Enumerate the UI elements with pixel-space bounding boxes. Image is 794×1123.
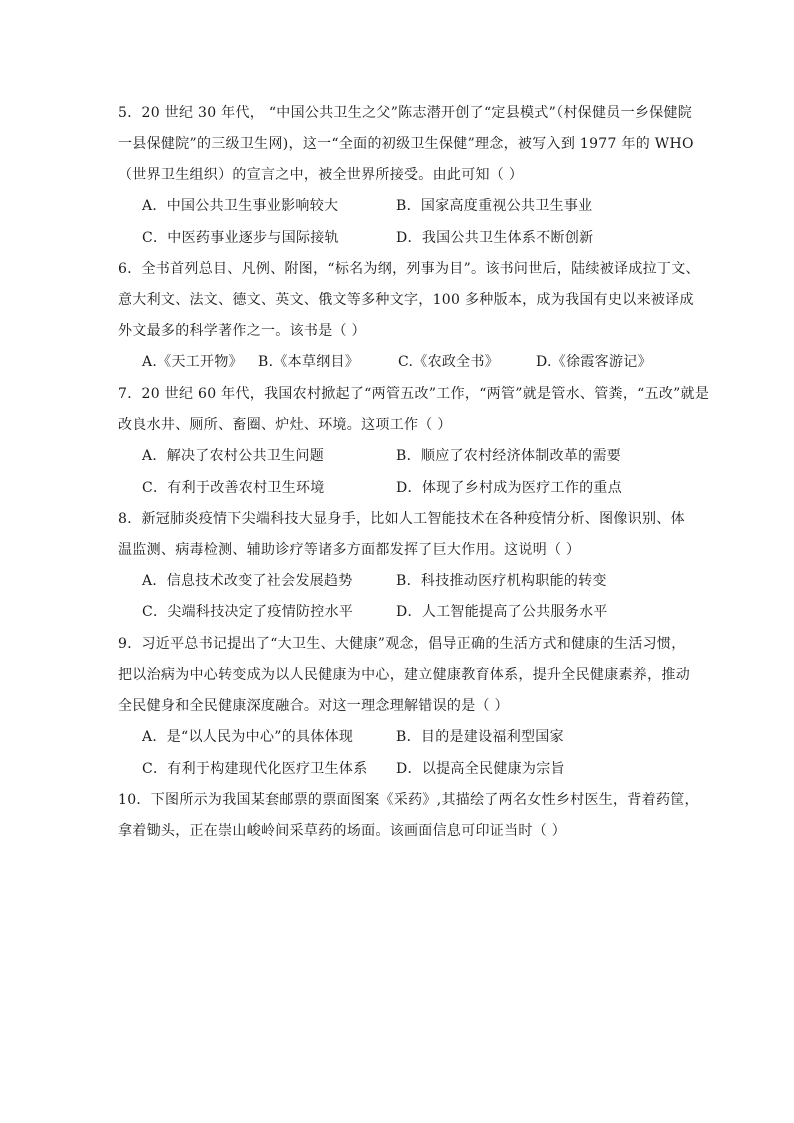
option-c: C．有利于改善农村卫生环境 xyxy=(142,480,325,496)
option-d: D.《徐霞客游记》 xyxy=(536,354,652,370)
question-text-line: 7．20 世纪 60 年代，我国农村掀起了“两管五改”工作，“两管”就是管水、管粪，“五改”就是 xyxy=(118,386,710,402)
option-a: A.《天工开物》 xyxy=(142,354,243,370)
option-c: C．尖端科技决定了疫情防控水平 xyxy=(142,604,354,620)
question-text-line: 拿着锄头，正在崇山峻岭间采草药的场面。该画面信息可印证当时（ ） xyxy=(118,823,567,839)
option-a: A．信息技术改变了社会发展趋势 xyxy=(142,573,353,589)
option-b: B.《本草纲目》 xyxy=(258,354,360,370)
question-text-line: （世界卫生组织）的宣言之中，被全世界所接受。由此可知（ ） xyxy=(118,167,524,183)
question-text-line: 8．新冠肺炎疫情下尖端科技大显身手，比如人工智能技术在各种疫情分析、图像识别、体 xyxy=(118,511,685,527)
option-d: D．以提高全民健康为宗旨 xyxy=(396,761,565,777)
question-text-line: 全民健身和全民健康深度融合。对这一理念理解错误的是（ ） xyxy=(118,698,509,714)
question-text-line: 一县保健院”的三级卫生网)，这一“全面的初级卫生保健”理念，被写入到 1977 年的 WHO xyxy=(118,136,694,152)
question-text-line: 意大利文、法文、德文、英文、俄文等多种文字，100 多种版本，成为我国有史以来被译成 xyxy=(118,292,694,308)
question-text-line: 外文最多的科学著作之一。该书是（ ） xyxy=(118,323,366,339)
question-text-line: 5．20 世纪 30 年代， “中国公共卫生之父”陈志潜开创了“定县模式”（村保健员一乡保健院 xyxy=(118,105,693,121)
question-text-line: 10．下图所示为我国某套邮票的票面图案《采药》,其描绘了两名女性乡村医生，背着药筐， xyxy=(118,792,699,808)
option-d: D．人工智能提高了公共服务水平 xyxy=(396,604,608,620)
question-text-line: 温监测、病毒检测、辅助诊疗等诸多方面都发挥了巨大作用。这说明（ ） xyxy=(118,542,581,558)
option-d: D．我国公共卫生体系不断创新 xyxy=(396,230,594,246)
option-c: C．中医药事业逐步与国际接轨 xyxy=(142,230,339,246)
question-text-line: 9．习近平总书记提出了“大卫生、大健康”观念，倡导正确的生活方式和健康的生活习惯， xyxy=(118,636,686,652)
option-b: B．顺应了农村经济体制改革的需要 xyxy=(396,448,622,464)
option-d: D．体现了乡村成为医疗工作的重点 xyxy=(396,480,623,496)
option-a: A．是“以人民为中心”的具体体现 xyxy=(142,729,354,745)
question-text-line: 6．全书首列总目、凡例、附图，“标名为纲，列事为目”。该书问世后，陆续被译成拉丁文、 xyxy=(118,261,700,277)
option-a: A．解决了农村公共卫生问题 xyxy=(142,448,325,464)
question-text-line: 把以治病为中心转变成为以人民健康为中心，建立健康教育体系，提升全民健康素养，推动 xyxy=(118,667,690,683)
option-b: B．国家高度重视公共卫生事业 xyxy=(396,198,593,214)
question-text-line: 改良水井、厕所、畜圈、炉灶、环境。这项工作（ ） xyxy=(118,417,452,433)
option-c: C．有利于构建现代化医疗卫生体系 xyxy=(142,761,368,777)
option-b: B．目的是建设福利型国家 xyxy=(396,729,564,745)
option-a: A．中国公共卫生事业影响较大 xyxy=(142,198,339,214)
option-b: B．科技推动医疗机构职能的转变 xyxy=(396,573,607,589)
option-c: C.《农政全书》 xyxy=(398,354,500,370)
